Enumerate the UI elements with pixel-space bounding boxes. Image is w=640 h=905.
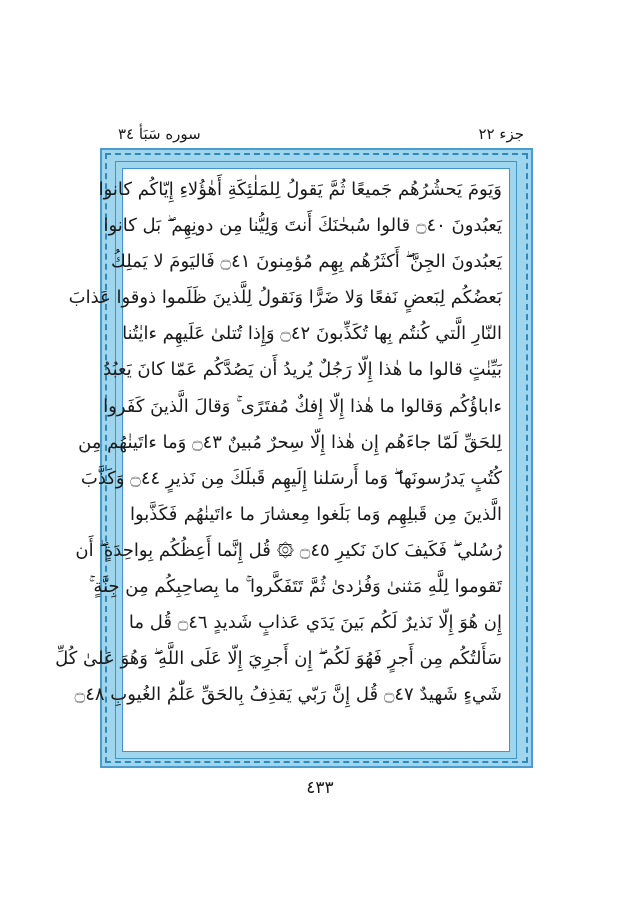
text-line: الَّذينَ مِن قَبلِهِم وَما بَلَغوا مِعشارَ ما ءاتَينٰهُم فَكَذَّبوا [130,503,502,525]
text-line: وَيَومَ يَحشُرُهُم جَميعًا ثُمَّ يَقولُ لِلمَلٰئِكَةِ أَهٰؤُلاءِ إِيّاكُم كانوا [98,179,502,200]
verse-text [55,172,502,750]
text-line: تَقوموا لِلَّهِ مَثنىٰ وَفُرٰدىٰ ثُمَّ تَتَفَكَّروا ۚ ما بِصاحِبِكُم مِن جِنَّةٍ ۚ [88,576,502,598]
page-header [118,123,524,145]
text-line: يَعبُدونَ ۝٤٠ قالوا سُبحٰنَكَ أَنتَ وَلِيُّنا مِن دونِهِم ۖ بَل كانوا [103,215,502,237]
text-line: لِلحَقِّ لَمّا جاءَهُم إِن هٰذا إِلّا سِحرٌ مُبينٌ ۝٤٣ وَما ءاتَينٰهُم مِن [78,431,502,453]
text-line: سَأَلتُكُم مِن أَجرٍ فَهُوَ لَكُم ۖ إِن أَجرِيَ إِلّا عَلَى اللَّهِ ۖ وَهُوَ عَلىٰ كُلِّ [55,648,502,670]
surah-label: سوره سَبَأ ٣٤ [118,125,201,143]
text-line: رُسُلي ۖ فَكَيفَ كانَ نَكيرِ ۝٤٥ ۞ قُل إِنَّما أَعِظُكُم بِواحِدَةٍ ۖ أَن [75,539,502,561]
text-line: بَعضُكُم لِبَعضٍ نَفعًا وَلا ضَرًّا وَنَقولُ لِلَّذينَ ظَلَموا ذوقوا عَذابَ [68,287,502,309]
text-line: ءاباؤُكُم وَقالوا ما هٰذا إِلّا إِفكٌ مُفتَرًى ۚ وَقالَ الَّذينَ كَفَروا [103,395,502,417]
text-line: شَيءٍ شَهيدٌ ۝٤٧ قُل إِنَّ رَبّي يَقذِفُ بِالحَقِّ عَلّٰمُ الغُيوبِ ۝٤٨ [74,684,502,706]
text-line: بَيِّنٰتٍ قالوا ما هٰذا إِلّا رَجُلٌ يُريدُ أَن يَصُدَّكُم عَمّا كانَ يَعبُدُ [103,359,502,381]
text-line: النّارِ الَّتي كُنتُم بِها تُكَذِّبونَ ۝٤٢ وَإِذا تُتلىٰ عَلَيهِم ءايٰتُنا [122,323,502,345]
text-line: كُتُبٍ يَدرُسونَها ۖ وَما أَرسَلنا إِلَيهِم قَبلَكَ مِن نَذيرٍ ۝٤٤ وَكَذَّبَ [80,467,502,489]
juz-label: جزء ٢٢ [478,125,524,143]
text-line: إِن هُوَ إِلّا نَذيرٌ لَكُم بَينَ يَدَي عَذابٍ شَديدٍ ۝٤٦ قُل ما [128,612,502,634]
page-number: ٤٣٣ [306,778,334,798]
text-line: يَعبُدونَ الجِنَّ ۖ أَكثَرُهُم بِهِم مُؤمِنونَ ۝٤١ فَاليَومَ لا يَملِكُ [111,251,502,273]
